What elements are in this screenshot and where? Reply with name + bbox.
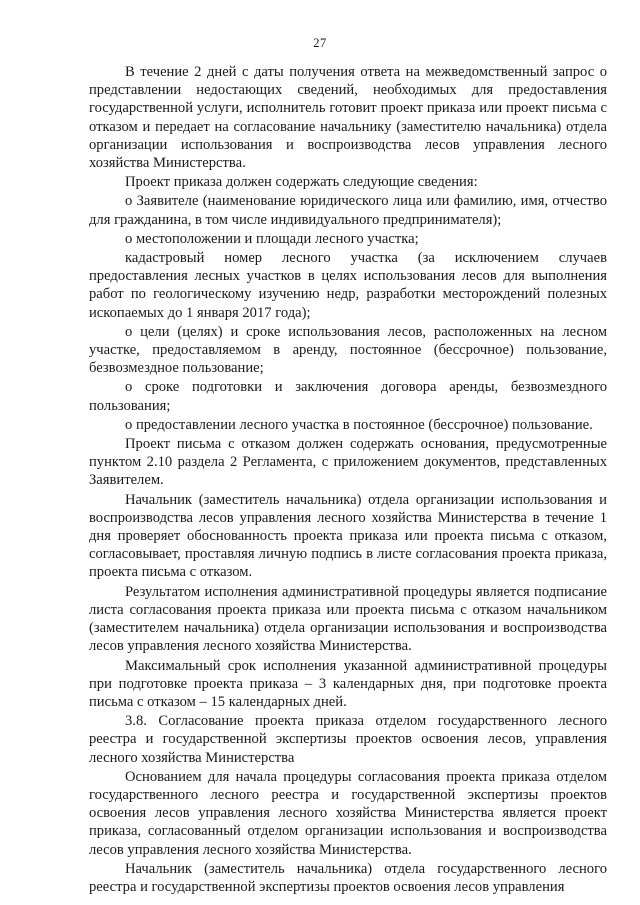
list-item-permanent-use: о предоставлении лесного участка в постоянное (бессрочное) пользование. — [125, 416, 593, 433]
paragraph-head-review: Начальник (заместитель начальника) отдела организации использования и воспроизводства лесов управления лесного хозяйства Министерства в течение 1 дня проверяет обоснованность проекта приказа или проекта письма с отказом, согласовывает, проставляя личную подпись в листе согласования проекта приказа, проекта письма с отказом. — [89, 491, 607, 581]
list-item-contract-term: о сроке подготовки и заключения договора аренды, безвозмездного пользования; — [89, 379, 607, 414]
list-item-location: о местоположении и площади лесного участка; — [125, 230, 419, 247]
paragraph-procedure-result: Результатом исполнения административной процедуры является подписание листа согласования проекта приказа или проекта письма с отказом начальником (заместителем начальника) отдела организации использования и воспроизводства лесов управления лесного хозяйства Министерства. — [89, 583, 607, 655]
page-number: 27 — [313, 36, 327, 50]
paragraph-max-term: Максимальный срок исполнения указанной административной процедуры при подготовке проекта приказа – 3 календарных дня, при подготовке проекта письма с отказом – 15 календарных дней. — [89, 657, 607, 710]
document-body — [89, 63, 607, 896]
paragraph-response-deadline: В течение 2 дней с даты получения ответа на межведомственный запрос о представлении недостающих сведений, необходимых для предоставления государственной услуги, исполнитель готовит проект приказа или проект письма с отказом и передает на согласование начальнику (заместителю начальника) отдела организации использования и воспроизводства лесов управления лесного хозяйства Министерства. — [89, 64, 607, 172]
list-item-purpose: о цели (целях) и сроке использования лесов, расположенных на лесном участке, предоставляемом в аренду, постоянное (бессрочное) пользование, безвозмездное пользование; — [89, 323, 607, 377]
section-heading-3-8: 3.8. Согласование проекта приказа отделом государственного лесного реестра и государственной экспертизы проектов освоения лесов, управления лесного хозяйства Министерства — [89, 713, 607, 766]
paragraph-head-continuation: Начальник (заместитель начальника) отдела государственного лесного реестра и государственной экспертизы проектов освоения лесов управления — [89, 860, 607, 895]
paragraph-refusal-letter: Проект письма с отказом должен содержать основания, предусмотренные пунктом 2.10 раздела 2 Регламента, с приложением документов, представленных Заявителем. — [89, 436, 607, 489]
list-item-applicant: о Заявителе (наименование юридического лица или фамилию, имя, отчество для гражданина, в том числе индивидуального предпринимателя); — [89, 193, 607, 228]
paragraph-approval-basis: Основанием для начала процедуры согласования проекта приказа отделом государственного лесного реестра и государственной экспертизы проектов освоения лесов управления лесного хозяйства Министерства является проект приказа, согласованный отделом организации использования и воспроизводства лесов управления лесного хозяйства Министерства. — [89, 768, 607, 858]
list-item-cadastral-number: кадастровый номер лесного участка (за исключением случаев предоставления лесных участков в целях использования лесов для выполнения работ по геологическому изучению недр, разработки месторождений полезных ископаемых до 1 января 2017 года); — [89, 250, 607, 321]
paragraph-order-contents-intro: Проект приказа должен содержать следующие сведения: — [125, 174, 478, 191]
